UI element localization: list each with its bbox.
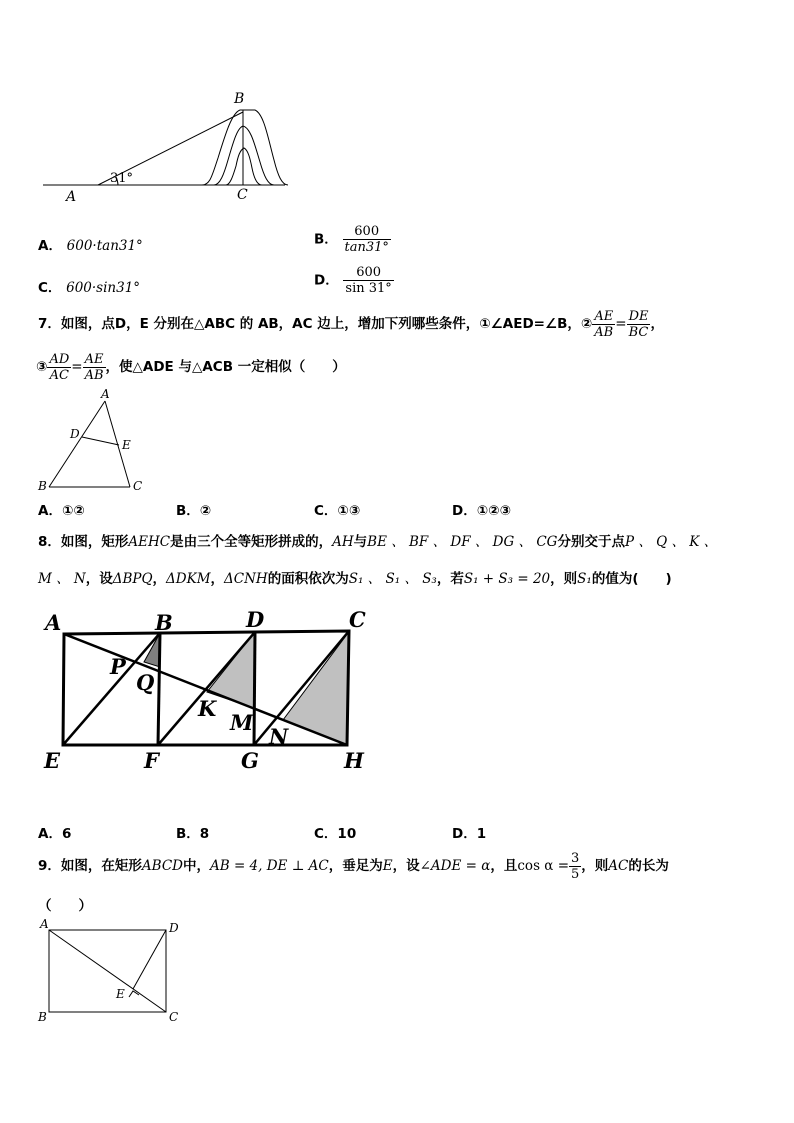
- point-label-M: M: [230, 710, 254, 735]
- point-label-P: P: [110, 654, 126, 679]
- q6-option-b[interactable]: B． $\frac{600}{\tan 31^\circ}$: [314, 224, 389, 255]
- point-label-K: K: [198, 696, 217, 721]
- q7-option-a[interactable]: A．①②: [38, 503, 85, 519]
- q7-stem-line2: ③ $\frac{AD}{AC}$ = $\frac{AE}{AB}$ ，使△ADE 与△ACB 一定相似（ ）: [36, 351, 346, 383]
- q6-option-d[interactable]: D． $\frac{600}{\sin 31^\circ}$: [314, 265, 392, 296]
- q6-option-c[interactable]: C． 600·sin31°: [38, 280, 141, 296]
- point-label-A: A: [40, 917, 49, 931]
- point-label-E: E: [44, 748, 61, 773]
- point-label-C: C: [169, 1010, 179, 1024]
- q7-option-b[interactable]: B．②: [176, 503, 212, 519]
- q8-option-b[interactable]: B．8: [176, 826, 210, 842]
- point-label-F: F: [144, 748, 159, 773]
- figure-q7-triangle: [36, 386, 156, 494]
- point-label-D: D: [70, 427, 80, 441]
- point-label-B: B: [38, 1010, 47, 1024]
- point-label-A: A: [66, 189, 77, 205]
- point-label-E: E: [122, 438, 131, 452]
- point-label-G: G: [241, 748, 259, 773]
- point-label-E: E: [116, 987, 125, 1001]
- q8-option-c[interactable]: C．10: [314, 826, 357, 842]
- q8-stem-line1: 8．如图，矩形AEHC是由三个全等矩形拼成的，AH与BE 、 BF 、 DF 、 DG 、 CG分别交于点P 、 Q 、 K 、: [38, 534, 718, 550]
- q9-answer-paren: （ ）: [38, 898, 92, 914]
- point-label-N: N: [269, 724, 289, 749]
- point-label-B: B: [38, 479, 47, 493]
- point-label-C: C: [349, 607, 366, 632]
- point-label-B: B: [234, 91, 245, 107]
- point-label-A: A: [45, 610, 62, 635]
- q9-stem: 9．如图，在矩形ABCD中，AB = 4, DE ⊥ AC，垂足为E，设∠ADE = α，且cos α = $\frac{3}{5}$ ，则AC的长为: [38, 850, 669, 882]
- point-label-D: D: [246, 607, 265, 632]
- point-label-A: A: [101, 387, 110, 401]
- q7-option-c[interactable]: C．①③: [314, 503, 361, 519]
- q8-stem-line2: M 、 N，设ΔBPQ，ΔDKM，ΔCNH的面积依次为S₁ 、 S₁ 、 S₃，若S₁ + S₃ = 20，则S₁的值为( ): [38, 571, 672, 587]
- point-label-C: C: [133, 479, 143, 493]
- point-label-C: C: [237, 187, 248, 203]
- figure-q8-rectangles: [38, 606, 378, 776]
- q6-option-a[interactable]: A． 600·tan31°: [38, 238, 143, 254]
- figure-q9-rectangle: [36, 916, 186, 1028]
- q7-option-d[interactable]: D．①②③: [452, 503, 512, 519]
- point-label-D: D: [169, 921, 179, 935]
- q8-option-a[interactable]: A．6: [38, 826, 72, 842]
- figure-q6-hill: [40, 88, 300, 208]
- angle-label-31: 31°: [110, 171, 134, 186]
- point-label-B: B: [155, 610, 173, 635]
- q8-option-d[interactable]: D．1: [452, 826, 487, 842]
- point-label-H: H: [344, 748, 364, 773]
- point-label-Q: Q: [136, 670, 155, 695]
- q7-stem-line1: 7．如图，点D，E 分别在△ABC 的 AB，AC 边上，增加下列哪些条件，①∠AED=∠B，② $\frac{AE}{AB}$ = $\frac{DE}{BC}$ ，: [38, 308, 664, 340]
